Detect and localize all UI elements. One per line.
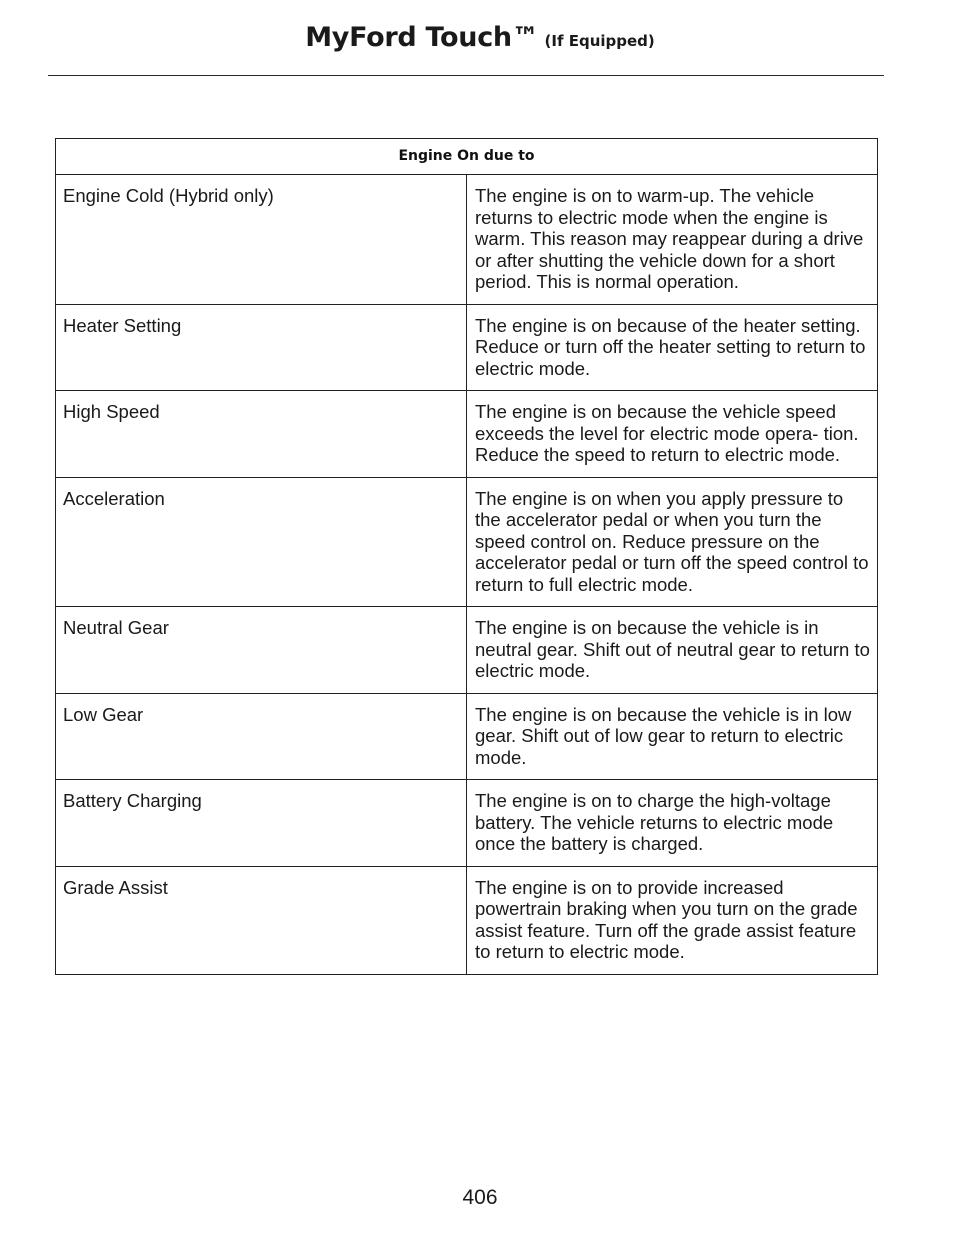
table-row	[56, 866, 878, 974]
description-cell: The engine is on because the vehicle is in low gear. Shift out of low gear to return to electric mode.	[467, 693, 878, 780]
table-heading: Engine On due to	[56, 139, 878, 175]
engine-on-reasons-table	[55, 138, 878, 975]
reason-cell: Low Gear	[56, 693, 467, 780]
description-cell: The engine is on because the vehicle is in neutral gear. Shift out of neutral gear to return to electric mode.	[467, 607, 878, 694]
table-row	[56, 477, 878, 607]
header-divider	[48, 75, 884, 76]
description-cell: The engine is on because the vehicle speed exceeds the level for electric mode opera- tion. Reduce the speed to return to electric mode.	[467, 391, 878, 478]
reason-cell: Acceleration	[56, 477, 467, 607]
table-row	[56, 607, 878, 694]
table-row	[56, 693, 878, 780]
description-cell: The engine is on to provide increased powertrain braking when you turn on the grade assist feature. Turn off the grade assist feature to return to electric mode.	[467, 866, 878, 974]
reason-cell: Heater Setting	[56, 304, 467, 391]
page-number: 406	[462, 1186, 498, 1209]
page-header	[0, 22, 960, 53]
table-row	[56, 304, 878, 391]
table-row	[56, 175, 878, 305]
table-header-row	[56, 139, 878, 175]
table-row	[56, 391, 878, 478]
description-cell: The engine is on because of the heater setting. Reduce or turn off the heater setting to return to electric mode.	[467, 304, 878, 391]
page-title: MyFord Touch™	[305, 22, 539, 53]
description-cell: The engine is on to warm-up. The vehicle returns to electric mode when the engine is warm. This reason may reappear during a drive or after shutting the vehicle down for a short period. This is normal operation.	[467, 175, 878, 305]
reason-cell: Battery Charging	[56, 780, 467, 867]
reason-cell: Grade Assist	[56, 866, 467, 974]
description-cell: The engine is on to charge the high-voltage battery. The vehicle returns to electric mode once the battery is charged.	[467, 780, 878, 867]
reason-cell: High Speed	[56, 391, 467, 478]
table-row	[56, 780, 878, 867]
page-subtitle: (If Equipped)	[544, 32, 655, 50]
reason-cell: Neutral Gear	[56, 607, 467, 694]
description-cell: The engine is on when you apply pressure to the accelerator pedal or when you turn the speed control on. Reduce pressure on the accelerator pedal or turn off the speed control to return to full electric mode.	[467, 477, 878, 607]
reason-cell: Engine Cold (Hybrid only)	[56, 175, 467, 305]
